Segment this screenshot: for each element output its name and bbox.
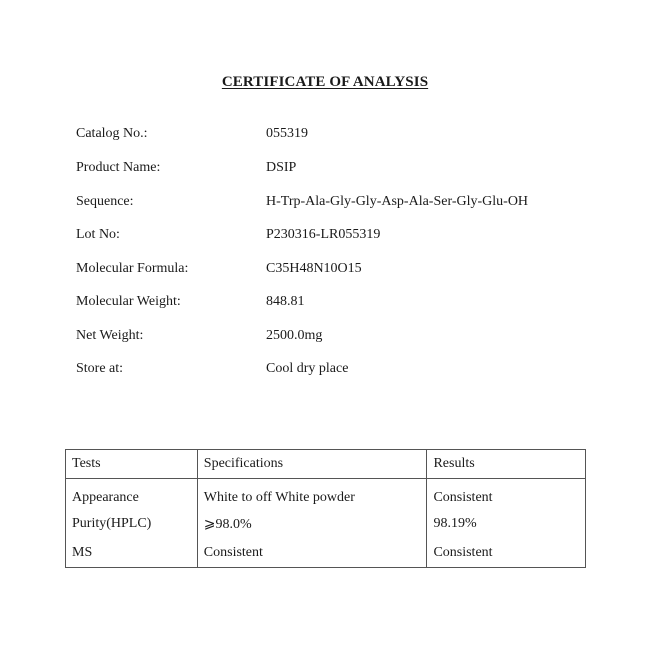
appearance-result: Consistent bbox=[427, 479, 586, 510]
store-at-value: Cool dry place bbox=[266, 361, 349, 376]
ms-result: Consistent bbox=[427, 539, 586, 568]
header-specifications: Specifications bbox=[197, 450, 427, 479]
table-row bbox=[66, 509, 586, 539]
sequence-label: Sequence: bbox=[76, 194, 134, 209]
document-title: CERTIFICATE OF ANALYSIS bbox=[221, 74, 429, 90]
catalog-value: 055319 bbox=[266, 126, 308, 141]
lot-no-label: Lot No: bbox=[76, 227, 120, 242]
store-at-label: Store at: bbox=[76, 361, 124, 376]
ms-test: MS bbox=[66, 539, 198, 568]
net-weight-label: Net Weight: bbox=[76, 328, 144, 343]
purity-test: Purity(HPLC) bbox=[66, 509, 198, 539]
table-header-row bbox=[66, 450, 586, 479]
sequence-value: H-Trp-Ala-Gly-Gly-Asp-Ala-Ser-Gly-Glu-OH bbox=[266, 194, 529, 209]
appearance-test: Appearance bbox=[66, 479, 198, 510]
results-table bbox=[65, 449, 586, 568]
purity-spec: ⩾98.0% bbox=[197, 509, 427, 539]
lot-no-value: P230316-LR055319 bbox=[266, 227, 381, 242]
catalog-label: Catalog No.: bbox=[76, 126, 148, 141]
molecular-formula-value: C35H48N10O15 bbox=[266, 261, 362, 276]
ms-spec: Consistent bbox=[197, 539, 427, 568]
product-name-label: Product Name: bbox=[76, 160, 161, 175]
table-row bbox=[66, 479, 586, 510]
product-name-value: DSIP bbox=[266, 160, 297, 175]
molecular-weight-value: 848.81 bbox=[266, 294, 305, 309]
purity-result: 98.19% bbox=[427, 509, 586, 539]
molecular-formula-label: Molecular Formula: bbox=[76, 261, 189, 276]
header-results: Results bbox=[427, 450, 586, 479]
header-tests: Tests bbox=[66, 450, 198, 479]
table-row bbox=[66, 539, 586, 568]
appearance-spec: White to off White powder bbox=[197, 479, 427, 510]
net-weight-value: 2500.0mg bbox=[266, 328, 323, 343]
molecular-weight-label: Molecular Weight: bbox=[76, 294, 181, 309]
